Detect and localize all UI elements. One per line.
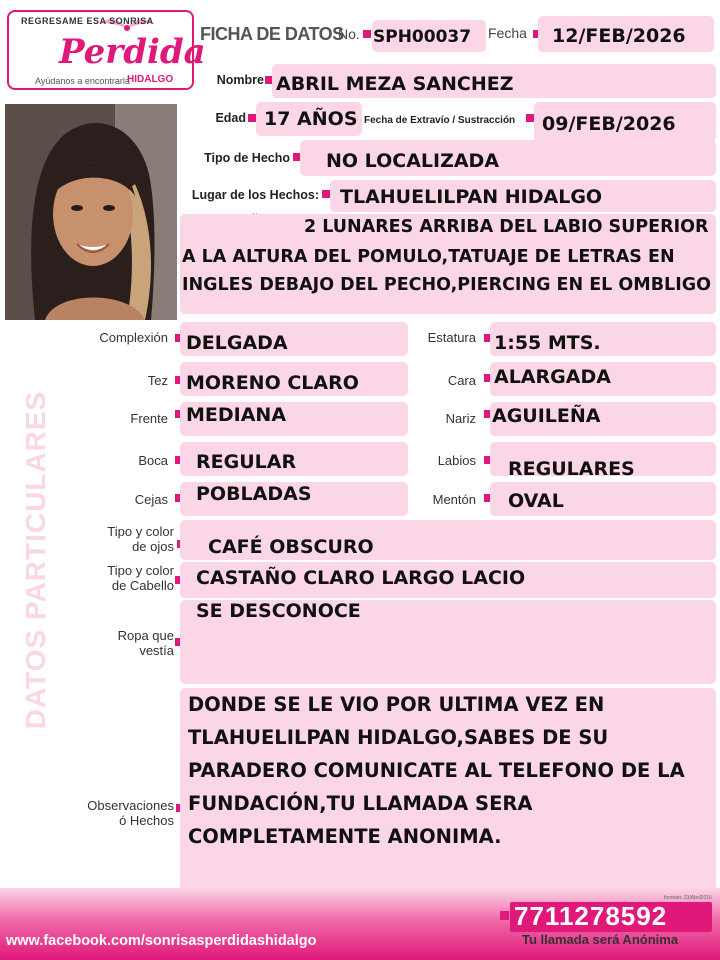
nombre-label: Nombre [216,73,264,87]
ojos-label: Tipo y color de ojos [107,524,174,554]
cara-label: Cara [447,373,476,388]
no-marker-icon [363,30,371,38]
extravio-value: 09/FEB/2026 [542,113,676,135]
menton-label: Mentón [432,492,476,507]
estatura-value: 1:55 MTS. [494,332,601,354]
labios-value: REGULARES [508,458,635,480]
observaciones-line-4: FUNDACIÓN,TU LLAMADA SERA [188,792,533,815]
fecha-label: Fecha [488,25,527,41]
hecho-value: NO LOCALIZADA [326,150,500,172]
observaciones-line-2: TLAHUELILPAN HIDALGO,SABES DE SU [188,726,609,749]
frente-value: MEDIANA [186,404,287,426]
cejas-value: POBLADAS [196,483,312,505]
tez-label: Tez [147,373,168,388]
complexion-value: DELGADA [186,332,288,354]
ojos-value: CAFÉ OBSCURO [208,536,374,558]
boca-label: Boca [138,453,168,468]
cara-value: ALARGADA [494,366,611,388]
datos-particulares-title: DATOS PARTICULARES [20,390,51,730]
foundation-logo [7,10,206,90]
missing-person-photo [5,104,177,320]
edad-value: 17 AÑOS [264,108,358,130]
facebook-link[interactable]: www.facebook.com/sonrisasperdidashidalgo [6,933,317,949]
frente-label: Frente [130,411,168,426]
nariz-value: AGUILEÑA [492,405,601,427]
portrait-icon [5,104,177,320]
form-title: FICHA DE DATOS [200,24,344,44]
logo-main-text: Perdida [59,32,206,72]
format-note: formato: 23/Abril2016 [664,895,712,901]
cabello-value: CASTAÑO CLARO LARGO LACIO [196,567,526,589]
estatura-label: Estatura [427,330,476,345]
logo-region: HIDALGO [127,74,174,85]
extravio-marker-icon [526,114,534,122]
no-label: No. [338,26,360,42]
cejas-label: Cejas [134,492,168,507]
observaciones-line-5: COMPLETAMENTE ANONIMA. [188,825,502,848]
lugar-marker-icon [322,190,330,198]
edad-label: Edad [215,111,246,125]
edad-marker-icon [248,114,256,122]
observaciones-line-1: DONDE SE LE VIO POR ULTIMA VEZ EN [188,693,605,716]
lugar-label: Lugar de los Hechos: [191,188,319,202]
ropa-label: Ropa que vestía [117,628,174,658]
nariz-label: Nariz [445,411,476,426]
observaciones-line-3: PARADERO COMUNICATE AL TELEFONO DE LA [188,759,685,782]
boca-value: REGULAR [196,451,297,473]
menton-value: OVAL [508,490,564,512]
senas-line-1: 2 LUNARES ARRIBA DEL LABIO SUPERIOR [304,217,709,237]
logo-tagline: Ayúdanos a encontrarla [35,76,130,86]
observaciones-field [180,688,716,892]
labios-label: Labios [437,453,476,468]
complexion-label: Complexión [99,330,168,345]
senas-line-3: INGLES DEBAJO DEL PECHO,PIERCING EN EL OMBLIGO [182,275,711,295]
extravio-label: Fecha de Extravío / Sustracción [364,115,516,126]
anonymous-note: Tu llamada será Anónima [522,932,679,947]
logo-top-text: REGRESAME ESA SONRISA [21,16,154,26]
phone-number[interactable]: 7711278592 [514,901,668,931]
folio-number: SPH00037 [373,27,472,47]
lugar-value: TLAHUELILPAN HIDALGO [340,186,603,208]
hecho-label: Tipo de Hecho [204,151,290,165]
ropa-value: SE DESCONOCE [196,600,361,622]
phone-marker-icon [500,911,509,920]
tez-value: MORENO CLARO [186,372,359,394]
nombre-value: ABRIL MEZA SANCHEZ [276,73,514,95]
fecha-value: 12/FEB/2026 [552,25,686,47]
cabello-label: Tipo y color de Cabello [107,563,174,593]
observaciones-label: Observaciones ó Hechos [87,798,174,828]
senas-line-2: A LA ALTURA DEL POMULO,TATUAJE DE LETRAS EN [182,247,675,267]
